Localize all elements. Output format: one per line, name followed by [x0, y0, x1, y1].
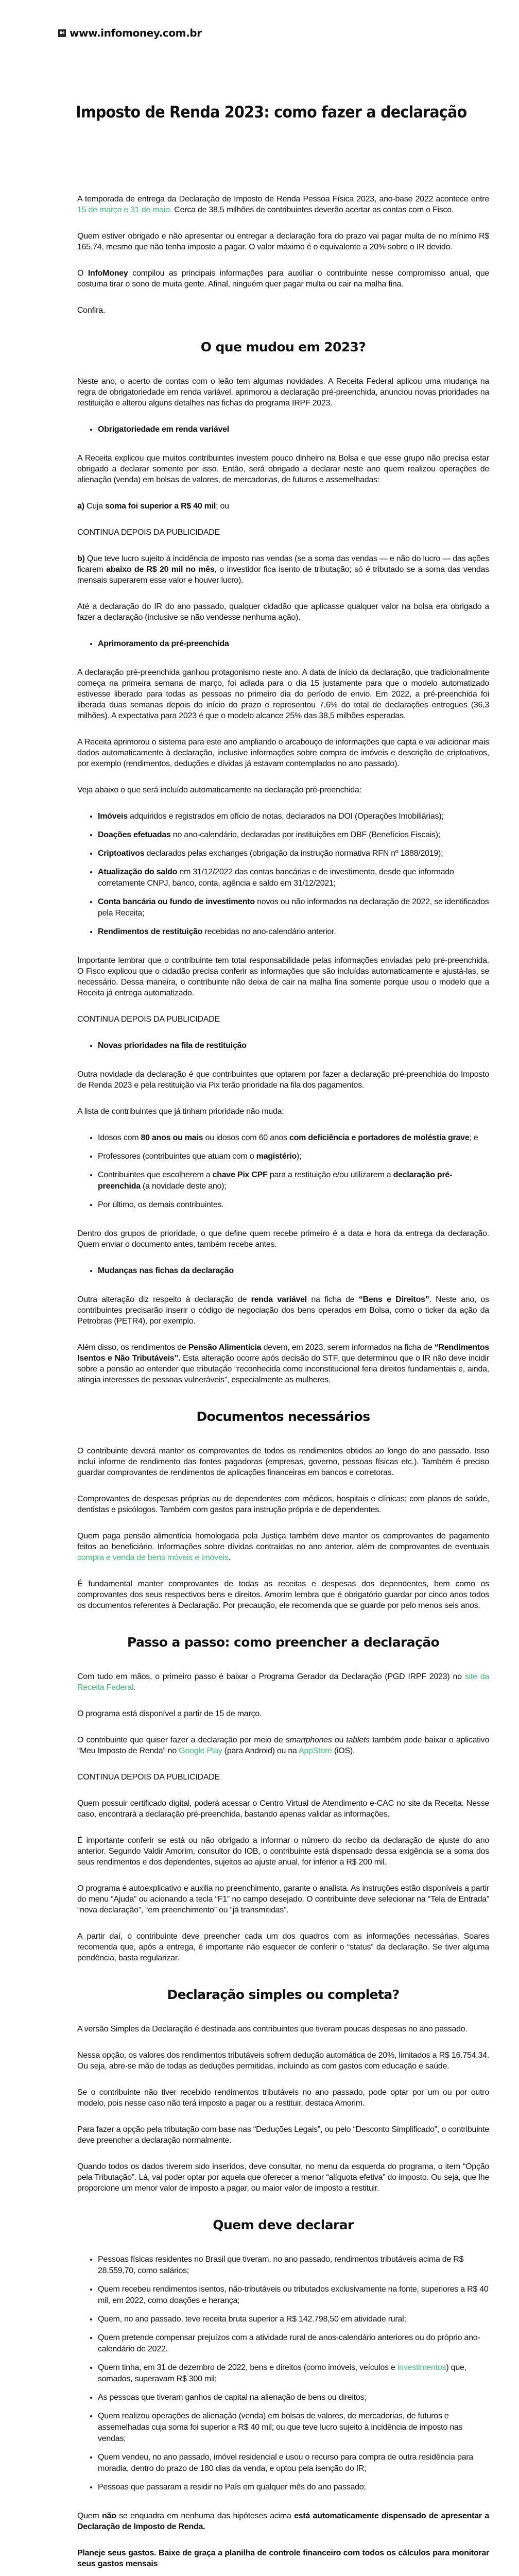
list-item: • Idosos com 80 anos ou mais ou idosos com 60 anos com deficiência e portadores de moléstia grave; e — [98, 1132, 489, 1144]
topic-bullet-item: • Novas prioridades na fila de restituição — [98, 1040, 489, 1052]
who-must-declare-list — [77, 2254, 489, 2493]
section-heading-passo: Passo a passo: como preencher a declaração — [127, 1635, 440, 1650]
paragraph: Neste ano, o acerto de contas com o leão tem algumas novidades. A Receita Federal aplicou uma mudança na regra de obrigatoriedade em renda variável, aprimorou a declaração pré-preenchida, anunciou novas prioridades na restituição e alterou alguns detalhes nas fichas do programa IRPF 2023. — [77, 377, 489, 408]
site-header[interactable] — [58, 27, 202, 39]
paragraph: Quem paga pensão alimentícia homologada pela Justiça também deve manter os comprovantes de pagamento feitos ao beneficiário. Informações sobre dívidas contraídas no ano anterior, além de comprovantes de eventuais compra e venda de bens móveis e imóveis. — [77, 1532, 489, 1562]
list-item: • Professores (contribuintes que atuam com o magistério); — [98, 1151, 489, 1162]
section-heading-quem: Quem deve declarar — [213, 2217, 354, 2232]
paragraph: O contribuinte que quiser fazer a declaração por meio de smartphones ou tablets também pode baixar o aplicativo “Meu Imposto de Renda” no Google Play (para Android) ou na AppStore (iOS). — [77, 1736, 490, 1755]
priority-list — [77, 1132, 489, 1211]
infomoney-logo-icon: IM — [58, 29, 66, 37]
list-item: • Quem realizou operações de alienação (venda) em bolsas de valores, de mercadorias, de futuros e assemelhadas cuja soma foi superior a R$ 40 mil; ou que teve lucro sujeito à incidência de imposto nas vendas; — [98, 2411, 489, 2445]
investimentos-link[interactable]: investimentos — [397, 2363, 446, 2372]
paragraph-item-b: b) Que teve lucro sujeito à incidência de imposto nas vendas (se a soma das vendas — e não do lucro — das ações ficarem abaixo de R$ 20 mil no mês, o investidor fica isento de tributação; só é tributado se a soma das vendas mensais superarem esse valor e houver lucro). — [77, 554, 489, 585]
paragraph: Para fazer a opção pela tributação com base nas “Deduções Legais”, ou pelo “Desconto Simplificado”, o contribuinte deve preencher a declaração normalmente. — [77, 2125, 489, 2145]
topic-bullet — [77, 1265, 489, 1277]
ad-notice: CONTINUA DEPOIS DA PUBLICIDADE — [77, 528, 220, 537]
paragraph: A partir daí, o contribuinte deve preencher cada um dos quadros com as informações necessárias. Soares recomenda que, após a entrega, é importante não esquecer de conferir o “status” da declaração. Se tiver alguma pendência, basta regularizar. — [77, 1932, 489, 1962]
paragraph: É fundamental manter comprovantes de todas as receitas e despesas dos dependentes, bem como os comprovantes dos seus respectivos bens e direitos. Amorim lembra que é obrigatório guardar por cinco anos todos os documentos referentes à Declaração. Por precaução, ele recomenda que se guarde por pelo menos seis anos. — [77, 1580, 489, 1610]
paragraph-item-a: a) Cuja soma foi superior a R$ 40 mil; ou — [77, 502, 229, 511]
intro-paragraph: A temporada de entrega da Declaração de Imposto de Renda Pessoa Física 2023, ano-base 2022 acontece entre 15 de março e 31 de maio. Cerca de 38,5 milhões de contribuintes deverão acertar as contas com o Fisco. — [77, 195, 489, 214]
paragraph: Comprovantes de despesas próprias ou de dependentes com médicos, hospitais e clínicas; com planos de saúde, dentistas e psicólogos. Também com gastos para instrução própria e de dependentes. — [77, 1495, 489, 1514]
list-item: • As pessoas que tiveram ganhos de capital na alienação de bens ou direitos; — [98, 2392, 489, 2403]
topic-bullet — [77, 1040, 489, 1052]
paragraph: Importante lembrar que o contribuinte tem total responsabilidade pelas informações enviadas pelo pré-preenchida. O Fisco explicou que o cidadão precisa conferir as informações que são incluídas automaticamente e ajustá-las, se necessário. Dessa maneira, o contribuinte não deixa de cair na malha fina somente porque usou o modelo que a Receita já entrega automatizado. — [77, 956, 489, 997]
topic-bullet-item: • Mudanças nas fichas da declaração — [98, 1265, 489, 1277]
section-heading-mudou: O que mudou em 2023? — [200, 340, 366, 354]
intro-paragraph: Quem estiver obrigado e não apresentar ou entregar a declaração fora do prazo vai pagar multa de no mínimo R$ 165,74, mesmo que não tenha imposto a pagar. O valor máximo é o equivalente a 20% sobre o IR devido. — [77, 232, 489, 251]
section-heading-simples: Declaração simples ou completa? — [167, 1987, 400, 2002]
paragraph: A versão Simples da Declaração é destinada aos contribuintes que tiveram poucas despesas no ano passado. — [77, 2025, 468, 2033]
paragraph: Outra alteração diz respeito à declaração de renda variável na ficha de “Bens e Direitos”. Neste ano, os contribuintes precisarão inserir o código de negociação dos bens operados em Bolsa, como o ticker da ação da Petrobras (PETR4), por exemplo. — [77, 1295, 490, 1326]
paragraph: O programa está disponível a partir de 15 de março. — [77, 1709, 262, 1718]
spreadsheet-promo[interactable]: Planeje seus gastos. Baixe de graça a planilha de controle financeiro com todos os cálculos para monitorar seus gastos mensais — [77, 2549, 489, 2568]
article-title: Imposto de Renda 2023: como fazer a declaração — [76, 103, 467, 122]
paragraph: Quando todos os dados tiverem sido inseridos, deve consultar, no menu da esquerda do programa, o item “Opção pela Tributação”. Lá, vai poder optar por aquela que oferecer a menor “alíquota efetiva” do imposto. Ou seja, que lhe proporcione um menor valor de imposto a pagar, ou maior valor de imposto a restituir. — [77, 2162, 489, 2193]
appstore-link[interactable]: AppStore — [298, 1747, 332, 1755]
list-item: • Imóveis adquiridos e registrados em ofício de notas, declarados na DOI (Operações Imobiliárias); — [98, 811, 489, 822]
prefilled-list — [77, 811, 489, 938]
list-item: • Atualização do saldo em 31/12/2022 das contas bancárias e de investimento, desde que informado corretamente CNPJ, banco, conta, agência e saldo em 31/12/2021; — [98, 867, 489, 889]
paragraph: A Receita explicou que muitos contribuintes investem pouco dinheiro na Bolsa e que esse grupo não precisa estar obrigado a declarar somente por isso. Então, será obrigado a declarar neste ano quem realizou operações de alienação (venda) em bolsas de valores, de mercadorias, de futuros e assemelhadas: — [77, 454, 489, 484]
paragraph: A Receita aprimorou o sistema para este ano ampliando o arcabouço de informações que capta e vai adicionar mais dados automaticamente à declaração, inclusive informações sobre compra de imóveis e descrição de criptoativos, por exemplo (rendimentos, deduções e dívidas já estavam contemplados no ano passado). — [77, 738, 489, 768]
paragraph: A lista de contribuintes que já tinham prioridade não muda: — [77, 1107, 284, 1116]
paragraph: Além disso, os rendimentos de Pensão Alimentícia devem, em 2023, serem informados na ficha de “Rendimentos Isentos e Não Tributáveis”. Esta alteração ocorre após decisão do STF, que determinou que o IR não deve incidir sobre a pensão ao entender que tributação “reconhecida como inconstitucional feria direitos fundamentais e, ainda, atingia interesses de pessoas vulneráveis”, especialmente as mulheres. — [77, 1343, 490, 1384]
list-item: • Doações efetuadas no ano-calendário, declaradas por instituições em DBF (Benefícios Fiscais); — [98, 829, 489, 841]
topic-bullet-item: • Obrigatoriedade em renda variável — [98, 424, 489, 435]
list-item: • Pessoas que passaram a residir no País em qualquer mês do ano passado; — [98, 2482, 489, 2493]
paragraph: Dentro dos grupos de prioridade, o que define quem recebe primeiro é a data e hora da entrega da declaração. Quem enviar o documento antes, também recebe antes. — [77, 1229, 489, 1249]
receita-federal-link[interactable]: site da Receita Federal — [77, 1672, 490, 1692]
list-item: • Criptoativos declarados pelas exchanges (obrigação da instrução normativa RFN nº 1888/2019); — [98, 848, 489, 859]
section-heading-documentos: Documentos necessários — [196, 1409, 370, 1424]
list-item: • Quem recebeu rendimentos isentos, não-tributáveis ou tributados exclusivamente na fonte, superiores a R$ 40 mil, em 2022, como doações e herança; — [98, 2284, 489, 2307]
ad-notice: CONTINUA DEPOIS DA PUBLICIDADE — [77, 1773, 220, 1782]
list-item: • Pessoas físicas residentes no Brasil que tiveram, no ano passado, rendimentos tributáveis acima de R$ 28.559,70, como salários; — [98, 2254, 489, 2277]
bens-moveis-imoveis-link[interactable]: compra e venda de bens móveis e imóveis — [77, 1553, 229, 1562]
paragraph: Outra novidade da declaração é que contribuintes que optarem por fazer a declaração pré-preenchida do Imposto de Renda 2023 e pela restituição via Pix terão prioridade na fila dos pagamentos. — [77, 1070, 489, 1090]
list-item: • Quem pretende compensar prejuízos com a atividade rural de anos-calendário anteriores ou do próprio ano-calendário de 2022. — [98, 2332, 489, 2355]
list-item: • Quem vendeu, no ano passado, imóvel residencial e usou o recurso para compra de outra residência para moradia, dentro do prazo de 180 dias da venda, e optou pela isenção do IR; — [98, 2452, 489, 2475]
topic-bullet — [77, 424, 489, 435]
intro-paragraph: O InfoMoney compilou as principais informações para auxiliar o contribuinte nesse compromisso anual, que costuma tirar o sono de muita gente. Afinal, ninguém quer pagar multa ou cair na malha fina. — [77, 269, 490, 289]
article-body — [77, 194, 489, 2576]
topic-bullet — [77, 638, 489, 650]
paragraph: Veja abaixo o que será incluído automaticamente na declaração pré-preenchida: — [77, 786, 361, 794]
paragraph: Quem não se enquadra em nenhuma das hipóteses acima está automaticamente dispensado de apresentar a Declaração de Imposto de Renda. — [77, 2512, 489, 2531]
paragraph: O contribuinte deverá manter os comprovantes de todos os rendimentos obtidos ao longo do ano passado. Isso inclui informe de rendimento das fontes pagadoras (empresas, governo, pessoas físicas etc.). Também é preciso guardar comprovantes de rendimentos de aplicações financeiras em bancos e corretoras. — [77, 1447, 489, 1477]
list-item: • Rendimentos de restituição recebidas no ano-calendário anterior. — [98, 926, 489, 938]
paragraph: A declaração pré-preenchida ganhou protagonismo neste ano. A data de início da declaração, que tradicionalmente começa na primeira semana de março, foi adiada para o dia 15 justamente para que o modelo automatizado estivesse liberado para todas as pessoas no primeiro dia do período de envio. Em 2022, a pré-preenchida foi liberada duas semanas depois do início do prazo e representou 7,6% do total de declarações entregues (36,3 milhões). A expectativa para 2023 é que o modelo alcance 25% das 38,5 milhões esperadas. — [77, 668, 489, 720]
list-item: • Por último, os demais contribuintes. — [98, 1199, 489, 1211]
paragraph: Até a declaração do IR do ano passado, qualquer cidadão que aplicasse qualquer valor na bolsa era obrigado a fazer a declaração (inclusive se não vendesse nenhuma ação). — [77, 602, 489, 622]
paragraph: O programa é autoexplicativo e auxilia no preenchimento, garante o analista. As instruções estão disponíveis a partir do menu “Ajuda” ou acionando a tecla “F1” no campo desejado. O contribuinte deve selecionar na “Tela de Entrada” “nova declaração”, “em preenchimento” ou “já transmitidas”. — [77, 1884, 489, 1914]
deadline-link[interactable]: 15 de março e 31 de maio. — [77, 206, 172, 214]
intro-paragraph: Confira. — [77, 306, 106, 315]
topic-bullet-item: • Aprimoramento da pré-preenchida — [98, 638, 489, 650]
paragraph: É importante conferir se está ou não obrigado a informar o número do recibo da declaração de ajuste do ano anterior. Segundo Valdir Amorim, consultor do IOB, o contribuinte está dispensado dessa exigência se a soma dos seus rendimentos e dos dependentes, sujeitos ao ajuste anual, for inferior a R$ 200 mil. — [77, 1836, 489, 1867]
list-item: • Contribuintes que escolherem a chave Pix CPF para a restituição e/ou utilizarem a declaração pré-preenchida (a novidade deste ano); — [98, 1170, 489, 1192]
google-play-link[interactable]: Google Play — [179, 1747, 222, 1755]
paragraph: Com tudo em mãos, o primeiro passo é baixar o Programa Gerador da Declaração (PGD IRPF 2023) no site da Receita Federal. — [77, 1672, 490, 1692]
ad-notice: CONTINUA DEPOIS DA PUBLICIDADE — [77, 1015, 220, 1024]
paragraph: Se o contribuinte não tiver recebido rendimentos tributáveis no ano passado, pode optar por um ou por outro modelo, pois nesse caso não terá imposto a pagar ou a restituir, destaca Amorim. — [77, 2088, 489, 2108]
list-item: • Quem, no ano passado, teve receita bruta superior a R$ 142.798,50 em atividade rural; — [98, 2314, 489, 2325]
list-item: • Conta bancária ou fundo de investimento novos ou não informados na declaração de 2022, se identificados pela Receita; — [98, 896, 489, 919]
paragraph: Nessa opção, os valores dos rendimentos tributáveis sofrem dedução automática de 20%, limitados a R$ 16.754,34. Ou seja, abre-se mão de todas as deduções permitidas, incluindo as com gastos com educação e saúde. — [77, 2051, 489, 2071]
paragraph: Quem possuir certificado digital, poderá acessar o Centro Virtual de Atendimento e-CAC no site da Receita. Nesse caso, encontrará a declaração pré-preenchida, bastando apenas validar as informações. — [77, 1799, 489, 1819]
site-url[interactable]: www.infomoney.com.br — [70, 27, 202, 39]
list-item: • Quem tinha, em 31 de dezembro de 2022, bens e direitos (como imóveis, veículos e investimentos) que, somados, superavam R$ 300 mil; — [98, 2362, 489, 2385]
